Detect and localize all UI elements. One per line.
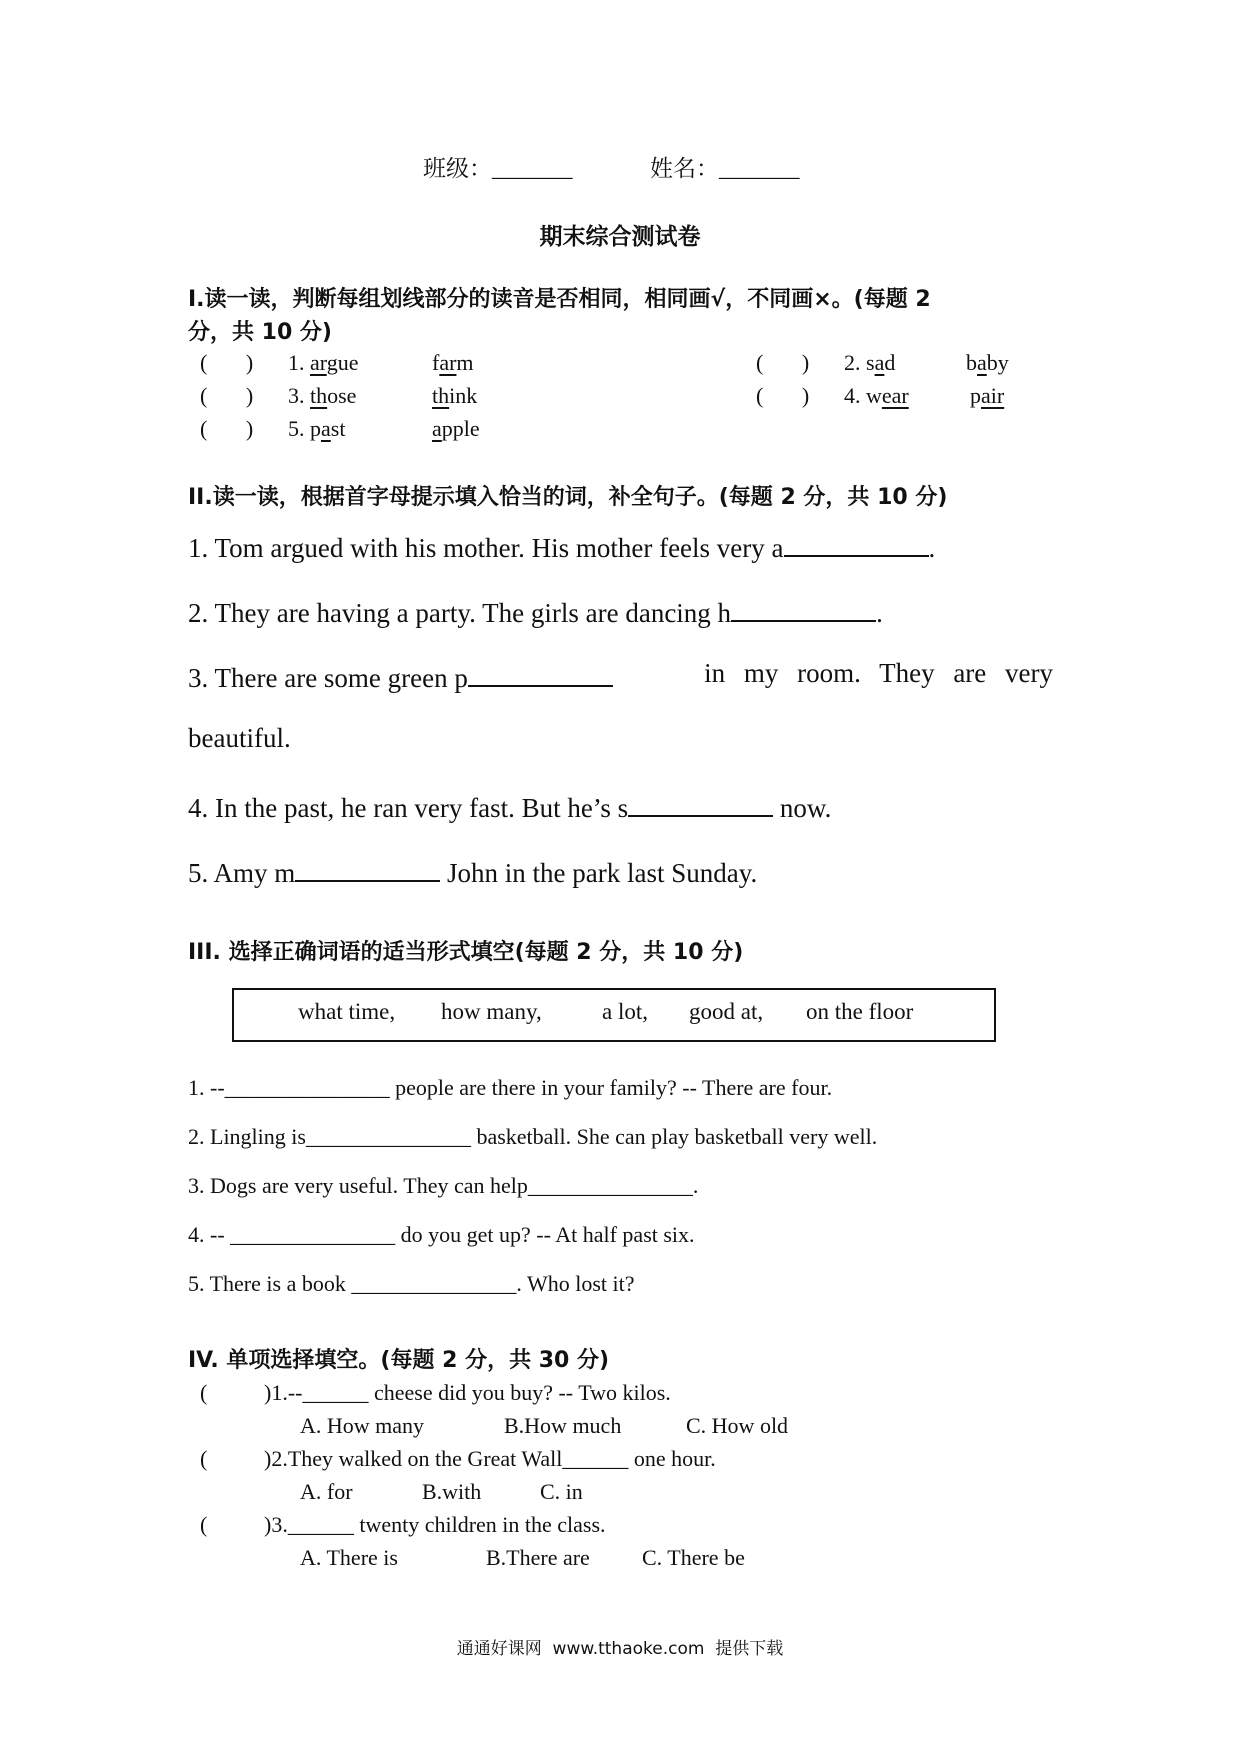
fill-question-1: 1. --_______________ people are there in your family? -- There are four. [188, 1075, 833, 1100]
list-item: 2. sad [844, 350, 896, 375]
fill-question-4: 4. -- _______________ do you get up? -- At half past six. [188, 1222, 695, 1247]
mc-question-3: )3.______ twenty children in the class. [264, 1512, 606, 1537]
section3-heading: III. 选择正确词语的适当形式填空(每题 2 分，共 10 分) [188, 940, 744, 965]
sentence-1: 1. Tom argued with his mother. His mother feels very a . [188, 528, 935, 564]
word-bank-item: a lot, [602, 999, 648, 1024]
list-item: 5. past [288, 416, 346, 441]
page-title: 期末综合测试卷 [539, 224, 701, 250]
list-item: baby [966, 350, 1009, 375]
class-field [423, 150, 573, 183]
section2-heading: II.读一读，根据首字母提示填入恰当的词，补全句子。(每题 2 分，共 10 分) [188, 485, 948, 510]
section1-heading-line1: I.读一读，判断每组划线部分的读音是否相同，相同画√，不同画×。(每题 2 [188, 287, 931, 312]
list-item: farm [432, 350, 474, 375]
fill-question-3: 3. Dogs are very useful. They can help_______________. [188, 1173, 699, 1198]
class-blank[interactable]: _______ [492, 156, 573, 181]
list-item: 3. those [288, 383, 357, 408]
answer-paren[interactable]: ( ) [200, 416, 254, 441]
option-a[interactable]: A. How many [300, 1413, 425, 1438]
answer-blank[interactable] [731, 593, 876, 622]
fill-question-2: 2. Lingling is_______________ basketball. She can play basketball very well. [188, 1124, 878, 1149]
section1-heading-line2: 分，共 10 分) [188, 320, 332, 345]
class-label: 班级： [423, 156, 492, 182]
word-bank-item: how many, [441, 999, 542, 1024]
name-field [650, 150, 800, 183]
answer-paren[interactable]: ( [200, 1512, 208, 1537]
word-bank-item: what time, [298, 999, 396, 1024]
answer-paren[interactable]: ( [200, 1446, 208, 1471]
answer-paren[interactable]: ( ) [756, 383, 810, 408]
option-b[interactable]: B.How much [504, 1413, 622, 1438]
option-b[interactable]: B.There are [486, 1545, 590, 1570]
mc-question-2: )2.They walked on the Great Wall______ one hour. [264, 1446, 716, 1471]
option-b[interactable]: B.with [422, 1479, 482, 1504]
mc-question-1: )1.--______ cheese did you buy? -- Two kilos. [264, 1380, 671, 1405]
name-blank[interactable]: _______ [719, 156, 800, 181]
sentence-3: 3. There are some green p in my room. They are very [188, 658, 1053, 693]
fill-question-5: 5. There is a book _______________. Who lost it? [188, 1271, 635, 1296]
answer-blank[interactable] [628, 788, 773, 817]
list-item: 4. wear [844, 383, 909, 408]
word-bank-item: on the floor [806, 999, 914, 1024]
option-c[interactable]: C. How old [686, 1413, 789, 1438]
sentence-4: 4. In the past, he ran very fast. But he’s s now. [188, 788, 831, 824]
section4-heading: IV. 单项选择填空。(每题 2 分，共 30 分) [188, 1348, 610, 1373]
list-item: think [432, 383, 478, 408]
answer-paren[interactable]: ( ) [756, 350, 810, 375]
sentence-2: 2. They are having a party. The girls are dancing h . [188, 593, 883, 629]
answer-blank[interactable] [784, 528, 929, 557]
list-item: 1. argue [288, 350, 359, 375]
answer-blank[interactable] [295, 853, 440, 882]
answer-paren[interactable]: ( [200, 1380, 208, 1405]
answer-paren[interactable]: ( ) [200, 350, 254, 375]
option-c[interactable]: C. There be [642, 1545, 745, 1570]
list-item: apple [432, 416, 480, 441]
option-c[interactable]: C. in [540, 1479, 583, 1504]
answer-blank[interactable] [468, 658, 613, 687]
option-a[interactable]: A. for [300, 1479, 353, 1504]
answer-paren[interactable]: ( ) [200, 383, 254, 408]
footer-download-note: 通通好课网 www.tthaoke.com 提供下载 [456, 1639, 784, 1659]
list-item: pair [970, 383, 1005, 408]
sentence-3-cont: beautiful. [188, 723, 291, 753]
option-a[interactable]: A. There is [300, 1545, 398, 1570]
name-label: 姓名： [650, 156, 719, 182]
word-bank-item: good at, [689, 999, 764, 1024]
sentence-5: 5. Amy m John in the park last Sunday. [188, 853, 757, 889]
